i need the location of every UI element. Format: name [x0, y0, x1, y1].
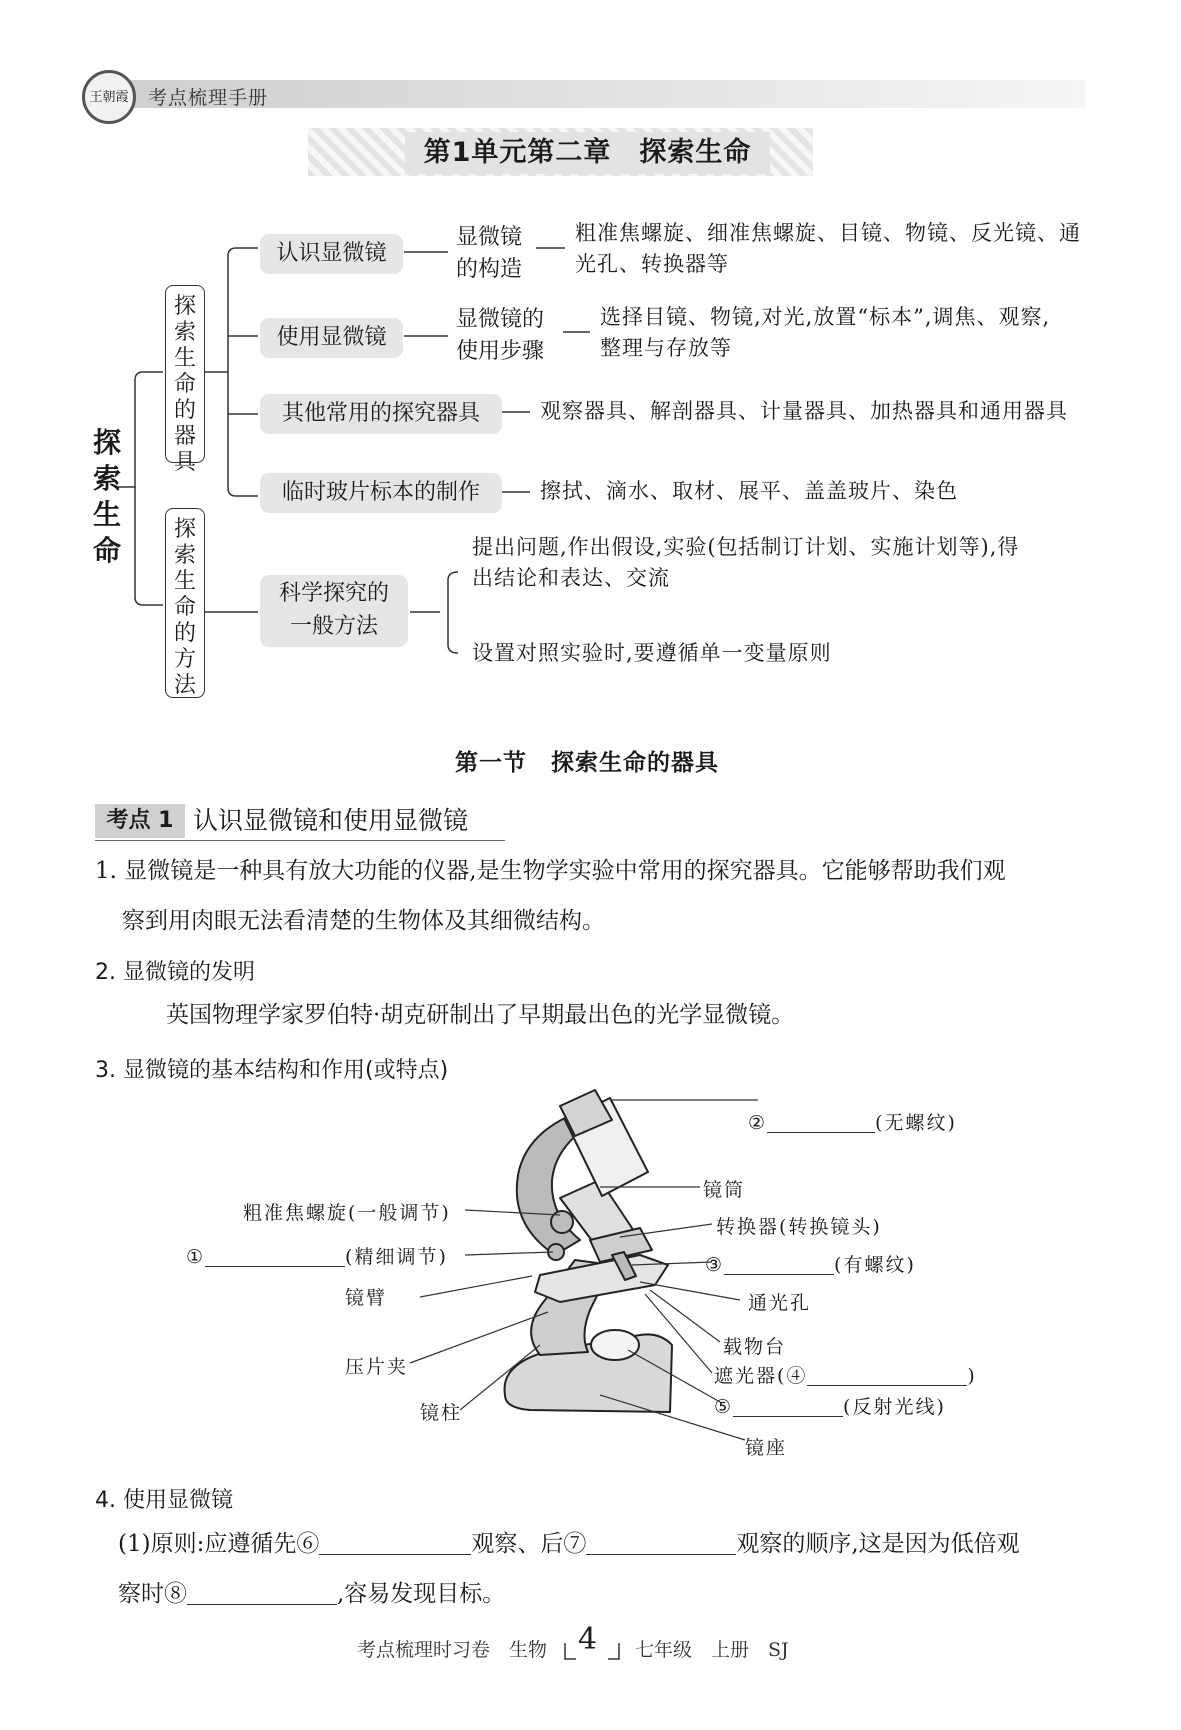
node-know-microscope: 认识显微镜	[260, 234, 403, 274]
label-objective	[705, 1250, 916, 1277]
label-arm: 镜臂	[345, 1287, 388, 1309]
leaf-control-experiment: 设置对照实验时,要遵循单一变量原则	[472, 641, 832, 665]
leaf-science-steps-l1: 提出问题,作出假设,实验(包括制订计划、实施计划等),得	[472, 535, 1020, 559]
node-structure-l2: 的构造	[456, 257, 523, 282]
label-eyepiece-text: (无螺纹)	[875, 1112, 957, 1134]
blank-7[interactable]	[586, 1531, 736, 1555]
label-clip: 压片夹	[345, 1356, 409, 1378]
label-objective-text: (有螺纹)	[834, 1254, 916, 1276]
label-fine-num: ①	[186, 1246, 206, 1268]
node-science-method-l2: 一般方法	[289, 614, 378, 639]
chapter-title: 第1单元第二章 探索生命	[405, 132, 770, 174]
label-fine-text: (精细调节)	[345, 1246, 448, 1268]
leaf-temp-slide-text: 擦拭、滴水、取材、展平、盖盖玻片、染色	[540, 479, 958, 503]
branch-methods-text: 探索生命的方法	[173, 517, 196, 698]
node-structure-l1: 显微镜	[456, 225, 523, 250]
leaf-structure-l2: 光孔、转换器等	[575, 252, 729, 276]
label-tube: 镜筒	[703, 1179, 746, 1201]
leaf-structure-l1: 粗准焦螺旋、细准焦螺旋、目镜、物镜、反光镜、通	[575, 221, 1081, 245]
item2-heading: 2. 显微镜的发明	[95, 960, 255, 985]
label-diaphragm-text: 遮光器(④	[714, 1365, 808, 1387]
label-aperture: 通光孔	[748, 1292, 812, 1314]
leaf-use-steps-l2: 整理与存放等	[600, 336, 732, 360]
label-objective-num: ③	[705, 1254, 725, 1276]
item4-line2	[118, 1569, 505, 1619]
label-fine-focus	[186, 1242, 448, 1269]
label-eyepiece-num: ②	[748, 1112, 768, 1134]
node-use-steps-l2: 使用步骤	[456, 339, 545, 364]
leaf-use-steps-l1: 选择目镜、物镜,对光,放置“标本”,调焦、观察,	[600, 305, 1051, 329]
node-temp-slide: 临时玻片标本的制作	[260, 473, 502, 513]
item4-heading: 4. 使用显微镜	[95, 1488, 233, 1513]
label-turret: 转换器(转换镜头)	[716, 1216, 882, 1238]
kaodian-title: 认识显微镜和使用显微镜	[193, 806, 469, 835]
blank-8[interactable]	[187, 1581, 337, 1605]
section-title: 第一节 探索生命的器具	[455, 750, 719, 776]
logo-text: 王朝霞	[89, 90, 129, 105]
item3-heading: 3. 显微镜的基本结构和作用(或特点)	[95, 1058, 449, 1083]
item4-text-a: (1)原则:应遵循先⑥	[118, 1531, 320, 1557]
item1-line2: 察到用肉眼无法看清楚的生物体及其细微结构。	[122, 908, 605, 934]
page-number: 4	[578, 1622, 598, 1657]
item4-line1	[118, 1519, 1020, 1569]
node-other-tools: 其他常用的探究器具	[260, 394, 502, 434]
label-mirror-text: (反射光线)	[843, 1396, 946, 1418]
blank-2[interactable]	[767, 1113, 875, 1133]
leaf-science-steps-l2: 出结论和表达、交流	[472, 566, 670, 590]
blank-5[interactable]	[733, 1397, 843, 1417]
blank-6[interactable]	[319, 1531, 471, 1555]
node-science-method-l1: 科学探究的	[278, 581, 389, 606]
node-use-steps-l1: 显微镜的	[456, 307, 545, 332]
blank-3[interactable]	[724, 1255, 834, 1275]
branch-tools-text: 探索生命的器具	[173, 294, 196, 475]
footer-left: 考点梳理时习卷 生物	[357, 1639, 548, 1661]
blank-4[interactable]	[807, 1366, 967, 1386]
label-base: 镜座	[745, 1437, 788, 1459]
item1-line1: 1. 显微镜是一种具有放大功能的仪器,是生物学实验中常用的探究器具。它能够帮助我们观	[95, 858, 1006, 884]
footer-right: 七年级 上册 SJ	[635, 1639, 789, 1661]
item2-text: 英国物理学家罗伯特·胡克研制出了早期最出色的光学显微镜。	[166, 1002, 795, 1028]
item4-text-b: 观察、后⑦	[471, 1531, 587, 1557]
label-coarse-focus: 粗准焦螺旋(一般调节)	[243, 1202, 451, 1224]
header-title: 考点梳理手册	[148, 87, 269, 109]
item4-text-c: 观察的顺序,这是因为低倍观	[736, 1531, 1020, 1557]
blank-1[interactable]	[205, 1247, 345, 1267]
label-diaphragm-end: )	[967, 1365, 977, 1387]
node-use-microscope: 使用显微镜	[260, 318, 403, 358]
mindmap-root-text: 探索生命	[92, 426, 121, 567]
label-eyepiece	[748, 1108, 957, 1135]
item4-text-d: 察时⑧	[118, 1581, 187, 1607]
label-stage: 载物台	[723, 1336, 787, 1358]
label-mirror	[714, 1392, 946, 1419]
item4-text-e: ,容易发现目标。	[337, 1581, 506, 1607]
kaodian-label: 考点 1	[95, 804, 185, 838]
label-diaphragm	[714, 1361, 977, 1388]
label-pillar: 镜柱	[420, 1402, 463, 1424]
leaf-other-tools: 观察器具、解剖器具、计量器具、加热器具和通用器具	[540, 399, 1068, 423]
label-mirror-num: ⑤	[714, 1396, 734, 1418]
